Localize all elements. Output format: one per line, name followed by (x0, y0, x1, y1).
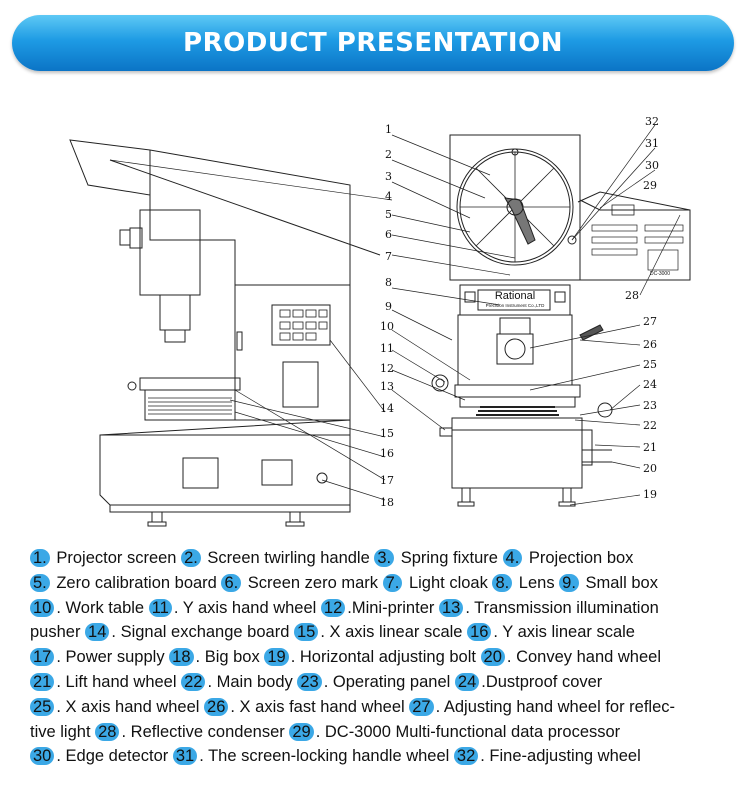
legend-label-17: . Power supply (56, 648, 170, 667)
callout-8: 8 (385, 276, 392, 289)
legend-label-23: . Operating panel (323, 672, 455, 691)
brand-sub-label: Precision Instrument Co.,LTD (485, 303, 545, 308)
legend-number-17: 17 (30, 648, 54, 666)
legend-number-11: 11 (149, 599, 172, 617)
legend-row-4 (30, 620, 745, 645)
callout-27: 27 (643, 315, 657, 328)
legend-number-26: 26 (204, 698, 228, 716)
legend-row-5 (30, 645, 745, 670)
legend-number-29: 29 (289, 723, 313, 741)
legend-label-5: Zero calibration board (51, 573, 222, 592)
side-view (70, 140, 380, 526)
callout-4: 4 (385, 190, 392, 203)
callout-2: 2 (385, 148, 392, 161)
legend-label-18: . Big box (195, 648, 265, 667)
legend-label-1: Projector screen (51, 549, 182, 567)
callout-9: 9 (385, 300, 392, 313)
legend-label-13: . Transmission illumination (465, 598, 659, 617)
legend-label-3: Spring fixture (396, 549, 503, 567)
legend-label-26: . X axis fast hand wheel (230, 697, 410, 716)
callout-1: 1 (385, 123, 392, 136)
callout-5: 5 (385, 208, 392, 221)
processor-model-label: DC-3000 (649, 271, 671, 277)
callout-15: 15 (380, 427, 394, 440)
legend-number-6: 6. (221, 574, 241, 592)
legend-label-7: Light cloak (404, 573, 493, 592)
legend-number-8: 8. (492, 574, 512, 592)
callout-32: 32 (645, 115, 659, 128)
legend-number-15: 15 (294, 623, 318, 641)
callout-12: 12 (380, 362, 394, 375)
callout-7: 7 (385, 250, 392, 263)
legend-label-19: . Horizontal adjusting bolt (290, 648, 481, 667)
legend-label-16: . Y axis linear scale (493, 623, 635, 642)
legend-number-32: 32 (454, 747, 478, 765)
legend-label-2: Screen twirling handle (202, 549, 375, 567)
legend-label-11: . Y axis hand wheel (173, 598, 321, 617)
legend-number-16: 16 (467, 623, 491, 641)
legend-number-3: 3. (374, 549, 394, 567)
callout-22: 22 (643, 419, 657, 432)
callout-19: 19 (643, 488, 657, 501)
legend-number-14: 14 (85, 623, 109, 641)
legend-label-25: . X axis hand wheel (56, 697, 205, 716)
callout-26: 26 (643, 338, 657, 351)
legend-label-6: Screen zero mark (243, 573, 383, 592)
callout-23: 23 (643, 399, 657, 412)
legend-number-22: 22 (181, 673, 205, 691)
legend-number-31: 31 (173, 747, 197, 765)
brand-label: Rational (494, 290, 536, 302)
legend-label-30: . Edge detector (56, 747, 173, 766)
legend-row-1 (30, 546, 745, 571)
legend-number-24: 24 (455, 673, 479, 691)
legend-label-14: . Signal exchange board (111, 623, 294, 642)
callout-11: 11 (380, 342, 394, 355)
callout-24: 24 (643, 378, 657, 391)
callout-10: 10 (380, 320, 394, 333)
legend-row-6 (30, 670, 745, 695)
legend-number-21: 21 (30, 673, 54, 691)
legend-number-10: 10 (30, 599, 54, 617)
machine-diagram (0, 100, 750, 540)
legend-label-28: . Reflective condenser (121, 722, 290, 741)
legend-number-25: 25 (30, 698, 54, 716)
callout-21: 21 (643, 441, 657, 454)
legend-number-2: 2. (181, 549, 201, 567)
callout-25: 25 (643, 358, 657, 371)
callout-3: 3 (385, 170, 392, 183)
legend-label-27: . Adjusting hand wheel for reflec- (435, 697, 675, 716)
legend-label-9: Small box (580, 573, 658, 592)
legend-label-27-cont: tive light (30, 722, 96, 741)
legend-label-4: Projection box (524, 549, 634, 567)
legend-number-23: 23 (297, 673, 321, 691)
legend-label-15: . X axis linear scale (320, 623, 468, 642)
banner-title: PRODUCT PRESENTATION (183, 28, 563, 58)
callout-28: 28 (625, 289, 639, 302)
legend-number-7: 7. (383, 574, 403, 592)
callout-13: 13 (380, 380, 394, 393)
leader-lines (110, 125, 680, 505)
legend-row-9 (30, 744, 745, 769)
legend-number-12: 12 (321, 599, 345, 617)
legend-number-1: 1. (30, 549, 50, 567)
legend-label-31: . The screen-locking handle wheel (199, 747, 454, 766)
legend-label-32: . Fine-adjusting wheel (480, 747, 641, 766)
legend-label-13-cont: pusher (30, 623, 86, 642)
legend-label-24: .Dustproof cover (481, 672, 603, 691)
legend-row-8 (30, 720, 745, 745)
legend-row-7 (30, 695, 745, 720)
legend-number-20: 20 (481, 648, 505, 666)
legend-number-5: 5. (30, 574, 50, 592)
callout-18: 18 (380, 496, 394, 509)
legend-label-21: . Lift hand wheel (56, 672, 182, 691)
callout-16: 16 (380, 447, 394, 460)
callout-17: 17 (380, 474, 394, 487)
legend-label-29: . DC-3000 Multi-functional data processor (315, 722, 621, 741)
legend-number-28: 28 (95, 723, 119, 741)
legend-label-22: . Main body (207, 672, 298, 691)
legend-number-4: 4. (503, 549, 523, 567)
title-banner (12, 15, 734, 71)
callout-14: 14 (380, 402, 394, 415)
legend-label-10: . Work table (56, 598, 149, 617)
legend-number-9: 9. (559, 574, 579, 592)
legend-number-30: 30 (30, 747, 54, 765)
parts-legend (30, 546, 745, 769)
legend-label-8: Lens (514, 573, 560, 592)
legend-number-13: 13 (439, 599, 463, 617)
callout-20: 20 (643, 462, 657, 475)
callout-31: 31 (645, 137, 659, 150)
legend-row-3 (30, 596, 745, 621)
legend-number-27: 27 (409, 698, 433, 716)
legend-number-19: 19 (264, 648, 288, 666)
legend-label-20: . Convey hand wheel (506, 648, 662, 667)
callout-29: 29 (643, 179, 657, 192)
legend-number-18: 18 (169, 648, 193, 666)
legend-row-2 (30, 571, 745, 596)
callout-30: 30 (645, 159, 659, 172)
callout-6: 6 (385, 228, 392, 241)
legend-label-12: .Mini-printer (347, 598, 439, 617)
